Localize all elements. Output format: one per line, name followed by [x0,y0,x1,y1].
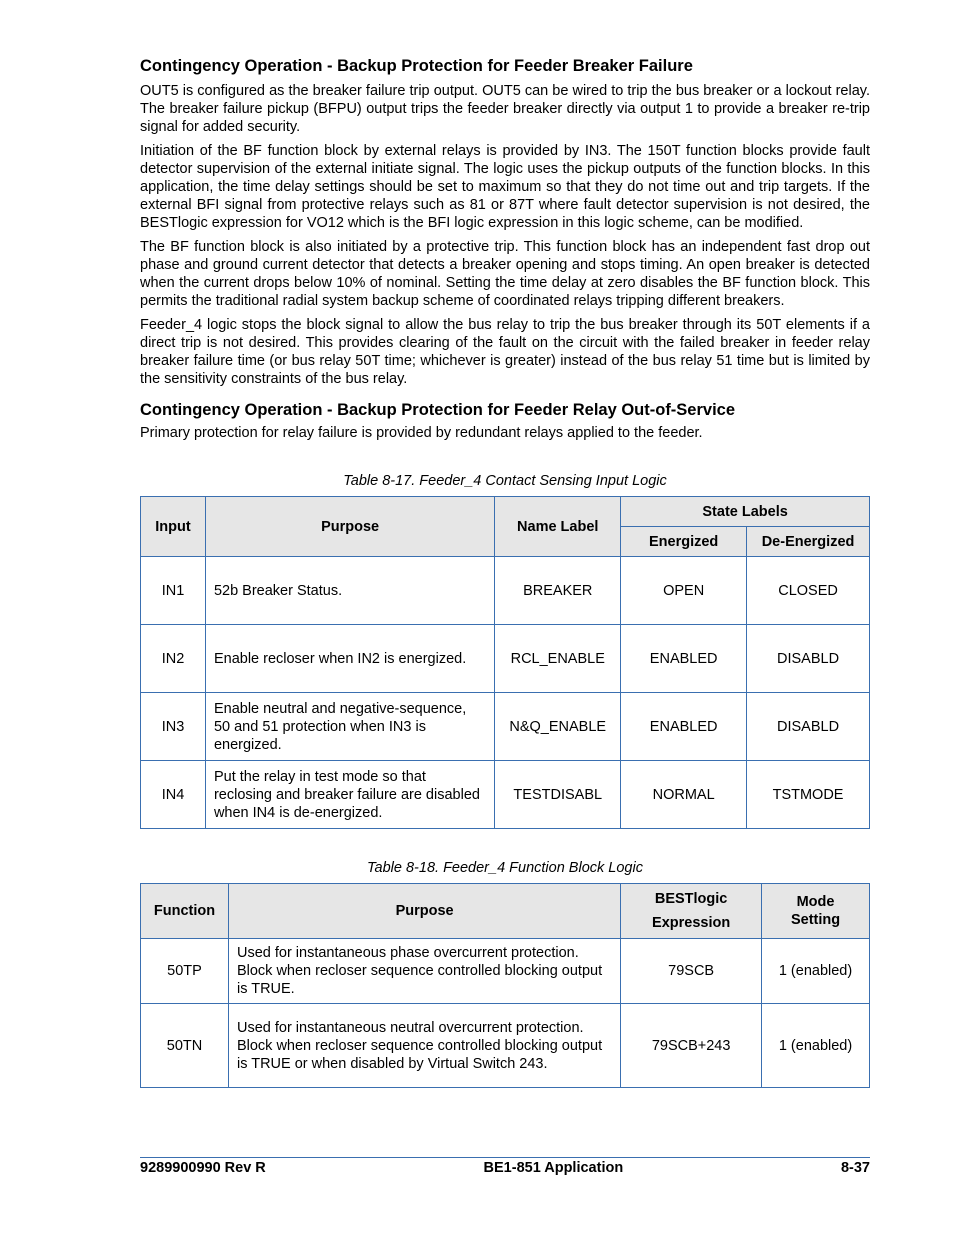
header-de-energized: De-Energized [747,527,870,557]
cell-de-energized: DISABLD [747,693,870,761]
cell-name-label: TESTDISABL [495,761,621,829]
document-title: BE1-851 Application [483,1160,624,1176]
cell-energized: NORMAL [621,761,747,829]
table-caption: Table 8-18. Feeder_4 Function Block Logic [367,860,643,876]
cell-mode: 1 (enabled) [762,939,870,1004]
table-row [141,557,870,625]
paragraph: The BF function block is also initiated by a protective trip. This function block has an independent fast drop out phase and ground current detector that detects a breaker opening and stops timing. An open breaker is detected when the current drops below 10% of nominal. Setting the time delay at zero disables the BF function block. This permits the traditional radial system backup scheme of coordinated relays tripping different breakers. [140,239,870,309]
header-mode-line2: Setting [790,912,841,928]
cell-expression: 79SCB [621,939,762,1004]
cell-purpose: 52b Breaker Status. [205,557,494,625]
cell-de-energized: DISABLD [747,625,870,693]
cell-purpose: Enable recloser when IN2 is energized. [205,625,494,693]
paragraph: OUT5 is configured as the breaker failure trip output. OUT5 can be wired to trip the bus breaker or a lockout relay. The breaker failure pickup (BFPU) output trips the feeder breaker directly via output 1 to provide a breaker re-trip signal for added security. [140,83,870,135]
page-content [140,56,870,1088]
table-row [141,625,870,693]
cell-purpose: Used for instantaneous neutral overcurrent protection. Block when recloser sequence controlled blocking output is TRUE or when disabled by Virtual Switch 243. [228,1004,620,1088]
table-row [141,939,870,1004]
header-expression-line2: Expression [652,915,731,931]
paragraph: Feeder_4 logic stops the block signal to allow the bus relay to trip the bus breaker through its 50T elements if a direct trip is not desired. This provides clearing of the fault on the circuit with the failed breaker in feeder relay breaker failure time (or bus relay 50T time; whichever is greater) instead of the bus relay 51 time but is limited by the sensitivity constraints of the bus relay. [140,317,870,387]
cell-input: IN3 [141,693,206,761]
header-purpose: Purpose [228,884,620,939]
page-footer [140,1157,870,1176]
cell-energized: OPEN [621,557,747,625]
cell-de-energized: CLOSED [747,557,870,625]
table-row [141,761,870,829]
table-row [141,693,870,761]
header-name-label: Name Label [495,497,621,557]
header-mode-line1: Mode [796,894,835,910]
header-function: Function [141,884,229,939]
cell-purpose: Enable neutral and negative-sequence, 50 and 51 protection when IN3 is energized. [205,693,494,761]
paragraph: Primary protection for relay failure is provided by redundant relays applied to the feeder. [140,425,703,441]
header-purpose: Purpose [205,497,494,557]
table-row [141,1004,870,1088]
cell-input: IN1 [141,557,206,625]
header-state-labels: State Labels [621,497,870,527]
function-block-logic-table [140,883,870,1088]
header-mode-setting [762,884,870,939]
cell-purpose: Put the relay in test mode so that reclosing and breaker failure are disabled when IN4 is de-energized. [205,761,494,829]
header-expression-line1: BESTlogic [654,891,728,907]
cell-energized: ENABLED [621,625,747,693]
cell-name-label: RCL_ENABLE [495,625,621,693]
cell-energized: ENABLED [621,693,747,761]
cell-de-energized: TSTMODE [747,761,870,829]
cell-name-label: BREAKER [495,557,621,625]
cell-input: IN4 [141,761,206,829]
contact-sensing-input-table [140,496,870,829]
cell-function: 50TN [141,1004,229,1088]
header-expression [621,884,762,939]
cell-function: 50TP [141,939,229,1004]
cell-mode: 1 (enabled) [762,1004,870,1088]
cell-input: IN2 [141,625,206,693]
paragraph: Initiation of the BF function block by external relays is provided by IN3. The 150T function blocks provide fault detector supervision of the external initiate signal. The logic uses the pickup outputs of the function blocks. In this application, the time delay settings should be set to maximum so that they do not time out and trip targets. If the external BFI signal from protective relays such as 81 or 87T where fault detector supervision is not desired, the BESTlogic expression for VO12 which is the BFI logic expression in this logic scheme, can be modified. [140,143,870,231]
cell-name-label: N&Q_ENABLE [495,693,621,761]
section-heading-breaker-failure: Contingency Operation - Backup Protection for Feeder Breaker Failure [140,57,693,75]
table-caption: Table 8-17. Feeder_4 Contact Sensing Input Logic [343,473,667,489]
header-energized: Energized [621,527,747,557]
document-number: 9289900990 Rev R [140,1160,266,1176]
header-input: Input [141,497,206,557]
cell-purpose: Used for instantaneous phase overcurrent protection. Block when recloser sequence controlled blocking output is TRUE. [228,939,620,1004]
section-heading-relay-out-of-service: Contingency Operation - Backup Protection for Feeder Relay Out-of-Service [140,401,736,419]
page-number: 8-37 [840,1160,870,1176]
cell-expression: 79SCB+243 [621,1004,762,1088]
